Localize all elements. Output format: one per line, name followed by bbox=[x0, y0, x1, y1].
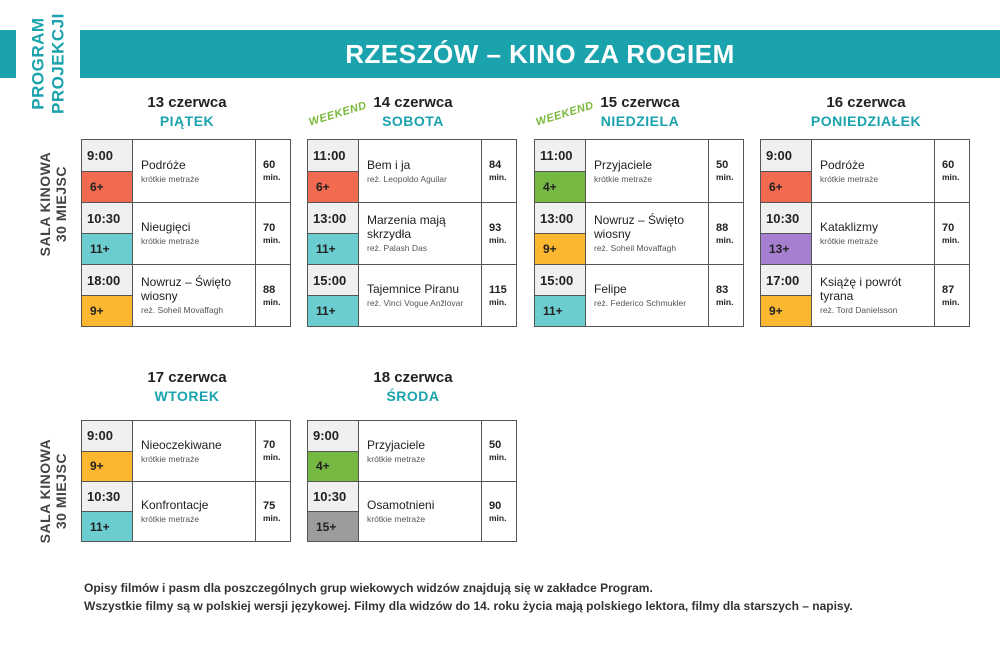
time-age-cell bbox=[82, 203, 133, 264]
duration-unit: min. bbox=[942, 296, 960, 307]
duration-cell bbox=[935, 265, 969, 326]
day-header bbox=[307, 93, 519, 131]
duration-cell bbox=[482, 482, 516, 541]
duration-cell bbox=[935, 203, 969, 264]
film-title: Podróże bbox=[141, 157, 186, 172]
film-info-cell bbox=[133, 203, 256, 264]
duration-value: 88 bbox=[263, 283, 276, 296]
time-age-cell bbox=[308, 203, 359, 264]
duration-cell bbox=[482, 421, 516, 481]
duration-value: 93 bbox=[489, 221, 502, 234]
day-name: NIEDZIELA bbox=[600, 113, 680, 129]
screening-time: 13:00 bbox=[308, 203, 358, 234]
screening-table bbox=[307, 420, 517, 542]
time-age-cell bbox=[82, 421, 133, 481]
film-info-cell bbox=[359, 265, 482, 326]
film-subtitle: krótkie metraże bbox=[820, 236, 879, 246]
time-age-cell bbox=[308, 482, 359, 541]
film-title: Kataklizmy bbox=[820, 220, 879, 234]
screening-table bbox=[307, 139, 517, 327]
day-header bbox=[81, 93, 293, 131]
film-subtitle: krótkie metraże bbox=[141, 453, 200, 464]
duration-unit: min. bbox=[942, 234, 960, 245]
duration-unit: min. bbox=[489, 512, 507, 523]
film-title: Bem i ja bbox=[367, 157, 411, 172]
day-date: 15 czerwca bbox=[600, 94, 680, 111]
hall-label-line2: 30 MIEJSC bbox=[53, 453, 69, 530]
day-header bbox=[307, 368, 519, 406]
screening-row bbox=[761, 140, 969, 202]
screening-row bbox=[82, 140, 290, 202]
film-title: Nowruz – Święto wiosny bbox=[594, 213, 685, 241]
hall-label-line1: SALA KINOWA bbox=[36, 151, 53, 257]
duration-value: 50 bbox=[489, 439, 502, 451]
duration-value: 90 bbox=[489, 499, 502, 512]
screening-row bbox=[82, 264, 290, 326]
duration-cell bbox=[709, 140, 743, 202]
day-date: 13 czerwca bbox=[147, 94, 227, 111]
duration-unit: min. bbox=[716, 172, 734, 182]
day-header bbox=[81, 368, 293, 406]
duration-value: 50 bbox=[716, 159, 729, 171]
day-date: 14 czerwca bbox=[373, 94, 453, 111]
screening-time: 18:00 bbox=[82, 265, 132, 296]
weekend-tag: WEEKEND bbox=[307, 99, 369, 129]
age-rating-badge: 15+ bbox=[308, 512, 358, 541]
film-title: Nieugięci bbox=[141, 220, 191, 234]
film-info-cell bbox=[586, 203, 709, 264]
screening-table bbox=[81, 420, 291, 542]
film-info-cell bbox=[812, 203, 935, 264]
film-info-cell bbox=[586, 140, 709, 202]
program-label-line2: PROJEKCJI bbox=[48, 13, 67, 114]
page-title: RZESZÓW – KINO ZA ROGIEM bbox=[345, 38, 735, 69]
screening-time: 10:30 bbox=[308, 482, 358, 512]
time-age-cell bbox=[82, 482, 133, 541]
film-subtitle: reż. Soheil Movaffagh bbox=[141, 305, 224, 315]
time-age-cell bbox=[761, 140, 812, 202]
duration-unit: min. bbox=[489, 234, 507, 245]
duration-cell bbox=[482, 265, 516, 326]
age-rating-badge: 6+ bbox=[308, 172, 358, 203]
age-rating-badge: 9+ bbox=[761, 296, 811, 326]
film-subtitle: krótkie metraże bbox=[594, 173, 653, 184]
age-rating-badge: 11+ bbox=[308, 234, 358, 264]
screening-time: 11:00 bbox=[535, 140, 585, 172]
screening-time: 10:30 bbox=[82, 482, 132, 512]
hall-label-line2: 30 MIEJSC bbox=[53, 166, 69, 243]
screening-row bbox=[308, 421, 516, 481]
day-date: 18 czerwca bbox=[373, 369, 453, 386]
age-rating-badge: 9+ bbox=[82, 452, 132, 482]
film-subtitle: krótkie metraże bbox=[367, 514, 426, 524]
duration-value: 84 bbox=[489, 159, 502, 171]
screening-time: 13:00 bbox=[535, 203, 585, 234]
day-header bbox=[760, 93, 972, 131]
duration-unit: min. bbox=[489, 172, 507, 182]
film-info-cell bbox=[812, 140, 935, 202]
film-subtitle: krótkie metraże bbox=[820, 173, 879, 184]
film-title: Marzenia mają skrzydła bbox=[367, 213, 446, 241]
time-age-cell bbox=[82, 265, 133, 326]
screening-time: 10:30 bbox=[82, 203, 132, 234]
day-date: 16 czerwca bbox=[826, 94, 906, 111]
film-title: Nieoczekiwane bbox=[141, 437, 222, 452]
footer-line1: Opisy filmów i pasm dla poszczególnych grup wiekowych widzów znajdują się w zakładce Program. bbox=[84, 581, 653, 595]
screening-time: 9:00 bbox=[82, 140, 132, 172]
film-info-cell bbox=[359, 421, 482, 481]
day-name: WTOREK bbox=[154, 388, 220, 404]
film-subtitle: krótkie metraże bbox=[141, 514, 200, 524]
duration-cell bbox=[256, 482, 290, 541]
screening-time: 9:00 bbox=[308, 421, 358, 452]
film-title: Nowruz – Święto wiosny bbox=[141, 275, 232, 303]
film-title: Konfrontacje bbox=[141, 498, 209, 512]
time-age-cell bbox=[82, 140, 133, 202]
film-info-cell bbox=[133, 482, 256, 541]
screening-time: 10:30 bbox=[761, 203, 811, 234]
duration-unit: min. bbox=[716, 234, 734, 245]
weekend-tag: WEEKEND bbox=[534, 99, 596, 129]
film-subtitle: reż. Vinci Vogue Anžlovar bbox=[367, 298, 464, 308]
screening-row bbox=[308, 481, 516, 541]
duration-unit: min. bbox=[942, 172, 960, 182]
duration-unit: min. bbox=[263, 234, 281, 245]
screening-row bbox=[308, 140, 516, 202]
film-subtitle: reż. Federico Schmukler bbox=[594, 298, 687, 308]
screening-table bbox=[760, 139, 970, 327]
age-rating-badge: 11+ bbox=[82, 234, 132, 264]
duration-value: 60 bbox=[942, 159, 955, 171]
time-age-cell bbox=[761, 265, 812, 326]
screening-row bbox=[82, 481, 290, 541]
screening-row bbox=[761, 264, 969, 326]
duration-unit: min. bbox=[263, 172, 281, 182]
screening-time: 11:00 bbox=[308, 140, 358, 172]
age-rating-badge: 9+ bbox=[82, 296, 132, 326]
day-name: PONIEDZIAŁEK bbox=[810, 113, 922, 129]
age-rating-badge: 4+ bbox=[535, 172, 585, 203]
screening-time: 15:00 bbox=[535, 265, 585, 296]
film-info-cell bbox=[586, 265, 709, 326]
age-rating-badge: 4+ bbox=[308, 452, 358, 482]
film-title: Podróże bbox=[820, 157, 865, 172]
duration-value: 87 bbox=[942, 283, 955, 296]
screening-table bbox=[534, 139, 744, 327]
duration-unit: min. bbox=[263, 512, 281, 523]
day-name: SOBOTA bbox=[382, 113, 444, 129]
film-info-cell bbox=[133, 265, 256, 326]
film-subtitle: reż. Palash Das bbox=[367, 243, 427, 253]
time-age-cell bbox=[308, 140, 359, 202]
hall-label-top bbox=[37, 124, 69, 284]
screening-row bbox=[535, 140, 743, 202]
duration-value: 70 bbox=[263, 439, 276, 451]
film-subtitle: reż. Tord Danielsson bbox=[820, 305, 898, 315]
film-info-cell bbox=[359, 203, 482, 264]
film-info-cell bbox=[133, 140, 256, 202]
film-title: Felipe bbox=[594, 282, 627, 296]
film-info-cell bbox=[359, 482, 482, 541]
film-info-cell bbox=[133, 421, 256, 481]
duration-cell bbox=[256, 140, 290, 202]
duration-cell bbox=[482, 203, 516, 264]
program-label-line1: PROGRAM bbox=[28, 17, 48, 110]
film-title: Przyjaciele bbox=[594, 157, 653, 172]
duration-cell bbox=[709, 265, 743, 326]
screening-time: 9:00 bbox=[82, 421, 132, 452]
duration-unit: min. bbox=[489, 296, 507, 307]
duration-cell bbox=[709, 203, 743, 264]
film-subtitle: reż. Leopoldo Aguilar bbox=[367, 173, 447, 184]
duration-value: 60 bbox=[263, 159, 276, 171]
age-rating-badge: 6+ bbox=[761, 172, 811, 203]
day-header bbox=[534, 93, 746, 131]
time-age-cell bbox=[308, 421, 359, 481]
screening-row bbox=[308, 202, 516, 264]
hall-label-bottom bbox=[37, 411, 69, 571]
film-info-cell bbox=[359, 140, 482, 202]
film-title: Tajemnice Piranu bbox=[367, 282, 460, 296]
program-label bbox=[28, 0, 67, 134]
duration-unit: min. bbox=[263, 296, 281, 307]
day-date: 17 czerwca bbox=[147, 369, 227, 386]
duration-unit: min. bbox=[489, 452, 507, 462]
day-name: ŚRODA bbox=[386, 388, 440, 404]
day-name: PIĄTEK bbox=[159, 113, 215, 129]
film-subtitle: reż. Soheil Movaffagh bbox=[594, 243, 677, 253]
screening-row bbox=[535, 264, 743, 326]
screening-row bbox=[82, 202, 290, 264]
film-subtitle: krótkie metraże bbox=[141, 236, 200, 246]
age-rating-badge: 11+ bbox=[82, 512, 132, 541]
duration-value: 115 bbox=[489, 283, 507, 296]
time-age-cell bbox=[535, 140, 586, 202]
screening-row bbox=[82, 421, 290, 481]
duration-cell bbox=[482, 140, 516, 202]
duration-cell bbox=[256, 203, 290, 264]
film-subtitle: krótkie metraże bbox=[141, 173, 200, 184]
time-age-cell bbox=[535, 203, 586, 264]
duration-value: 83 bbox=[716, 283, 729, 296]
film-title: Książę i powrót tyrana bbox=[820, 275, 902, 303]
screening-time: 17:00 bbox=[761, 265, 811, 296]
duration-unit: min. bbox=[716, 296, 734, 307]
age-rating-badge: 13+ bbox=[761, 234, 811, 264]
film-subtitle: krótkie metraże bbox=[367, 453, 426, 464]
hall-label-line1: SALA KINOWA bbox=[36, 438, 53, 544]
header-accent-strip bbox=[0, 30, 16, 78]
footer-notes bbox=[84, 579, 984, 615]
header-bar bbox=[80, 30, 1000, 78]
screening-row bbox=[535, 202, 743, 264]
screening-time: 15:00 bbox=[308, 265, 358, 296]
duration-unit: min. bbox=[263, 452, 281, 462]
time-age-cell bbox=[535, 265, 586, 326]
time-age-cell bbox=[761, 203, 812, 264]
time-age-cell bbox=[308, 265, 359, 326]
duration-cell bbox=[935, 140, 969, 202]
age-rating-badge: 11+ bbox=[535, 296, 585, 326]
screening-time: 9:00 bbox=[761, 140, 811, 172]
duration-cell bbox=[256, 421, 290, 481]
film-title: Przyjaciele bbox=[367, 437, 426, 452]
age-rating-badge: 6+ bbox=[82, 172, 132, 203]
screening-row bbox=[761, 202, 969, 264]
duration-value: 88 bbox=[716, 221, 729, 234]
film-info-cell bbox=[812, 265, 935, 326]
duration-value: 75 bbox=[263, 499, 276, 512]
age-rating-badge: 11+ bbox=[308, 296, 358, 326]
duration-value: 70 bbox=[263, 221, 276, 234]
age-rating-badge: 9+ bbox=[535, 234, 585, 264]
duration-cell bbox=[256, 265, 290, 326]
duration-value: 70 bbox=[942, 221, 955, 234]
screening-row bbox=[308, 264, 516, 326]
film-title: Osamotnieni bbox=[367, 498, 435, 512]
footer-line2: Wszystkie filmy są w polskiej wersji językowej. Filmy dla widzów do 14. roku życia mają polskiego lektora, filmy dla starszych – napisy. bbox=[84, 599, 853, 613]
screening-table bbox=[81, 139, 291, 327]
